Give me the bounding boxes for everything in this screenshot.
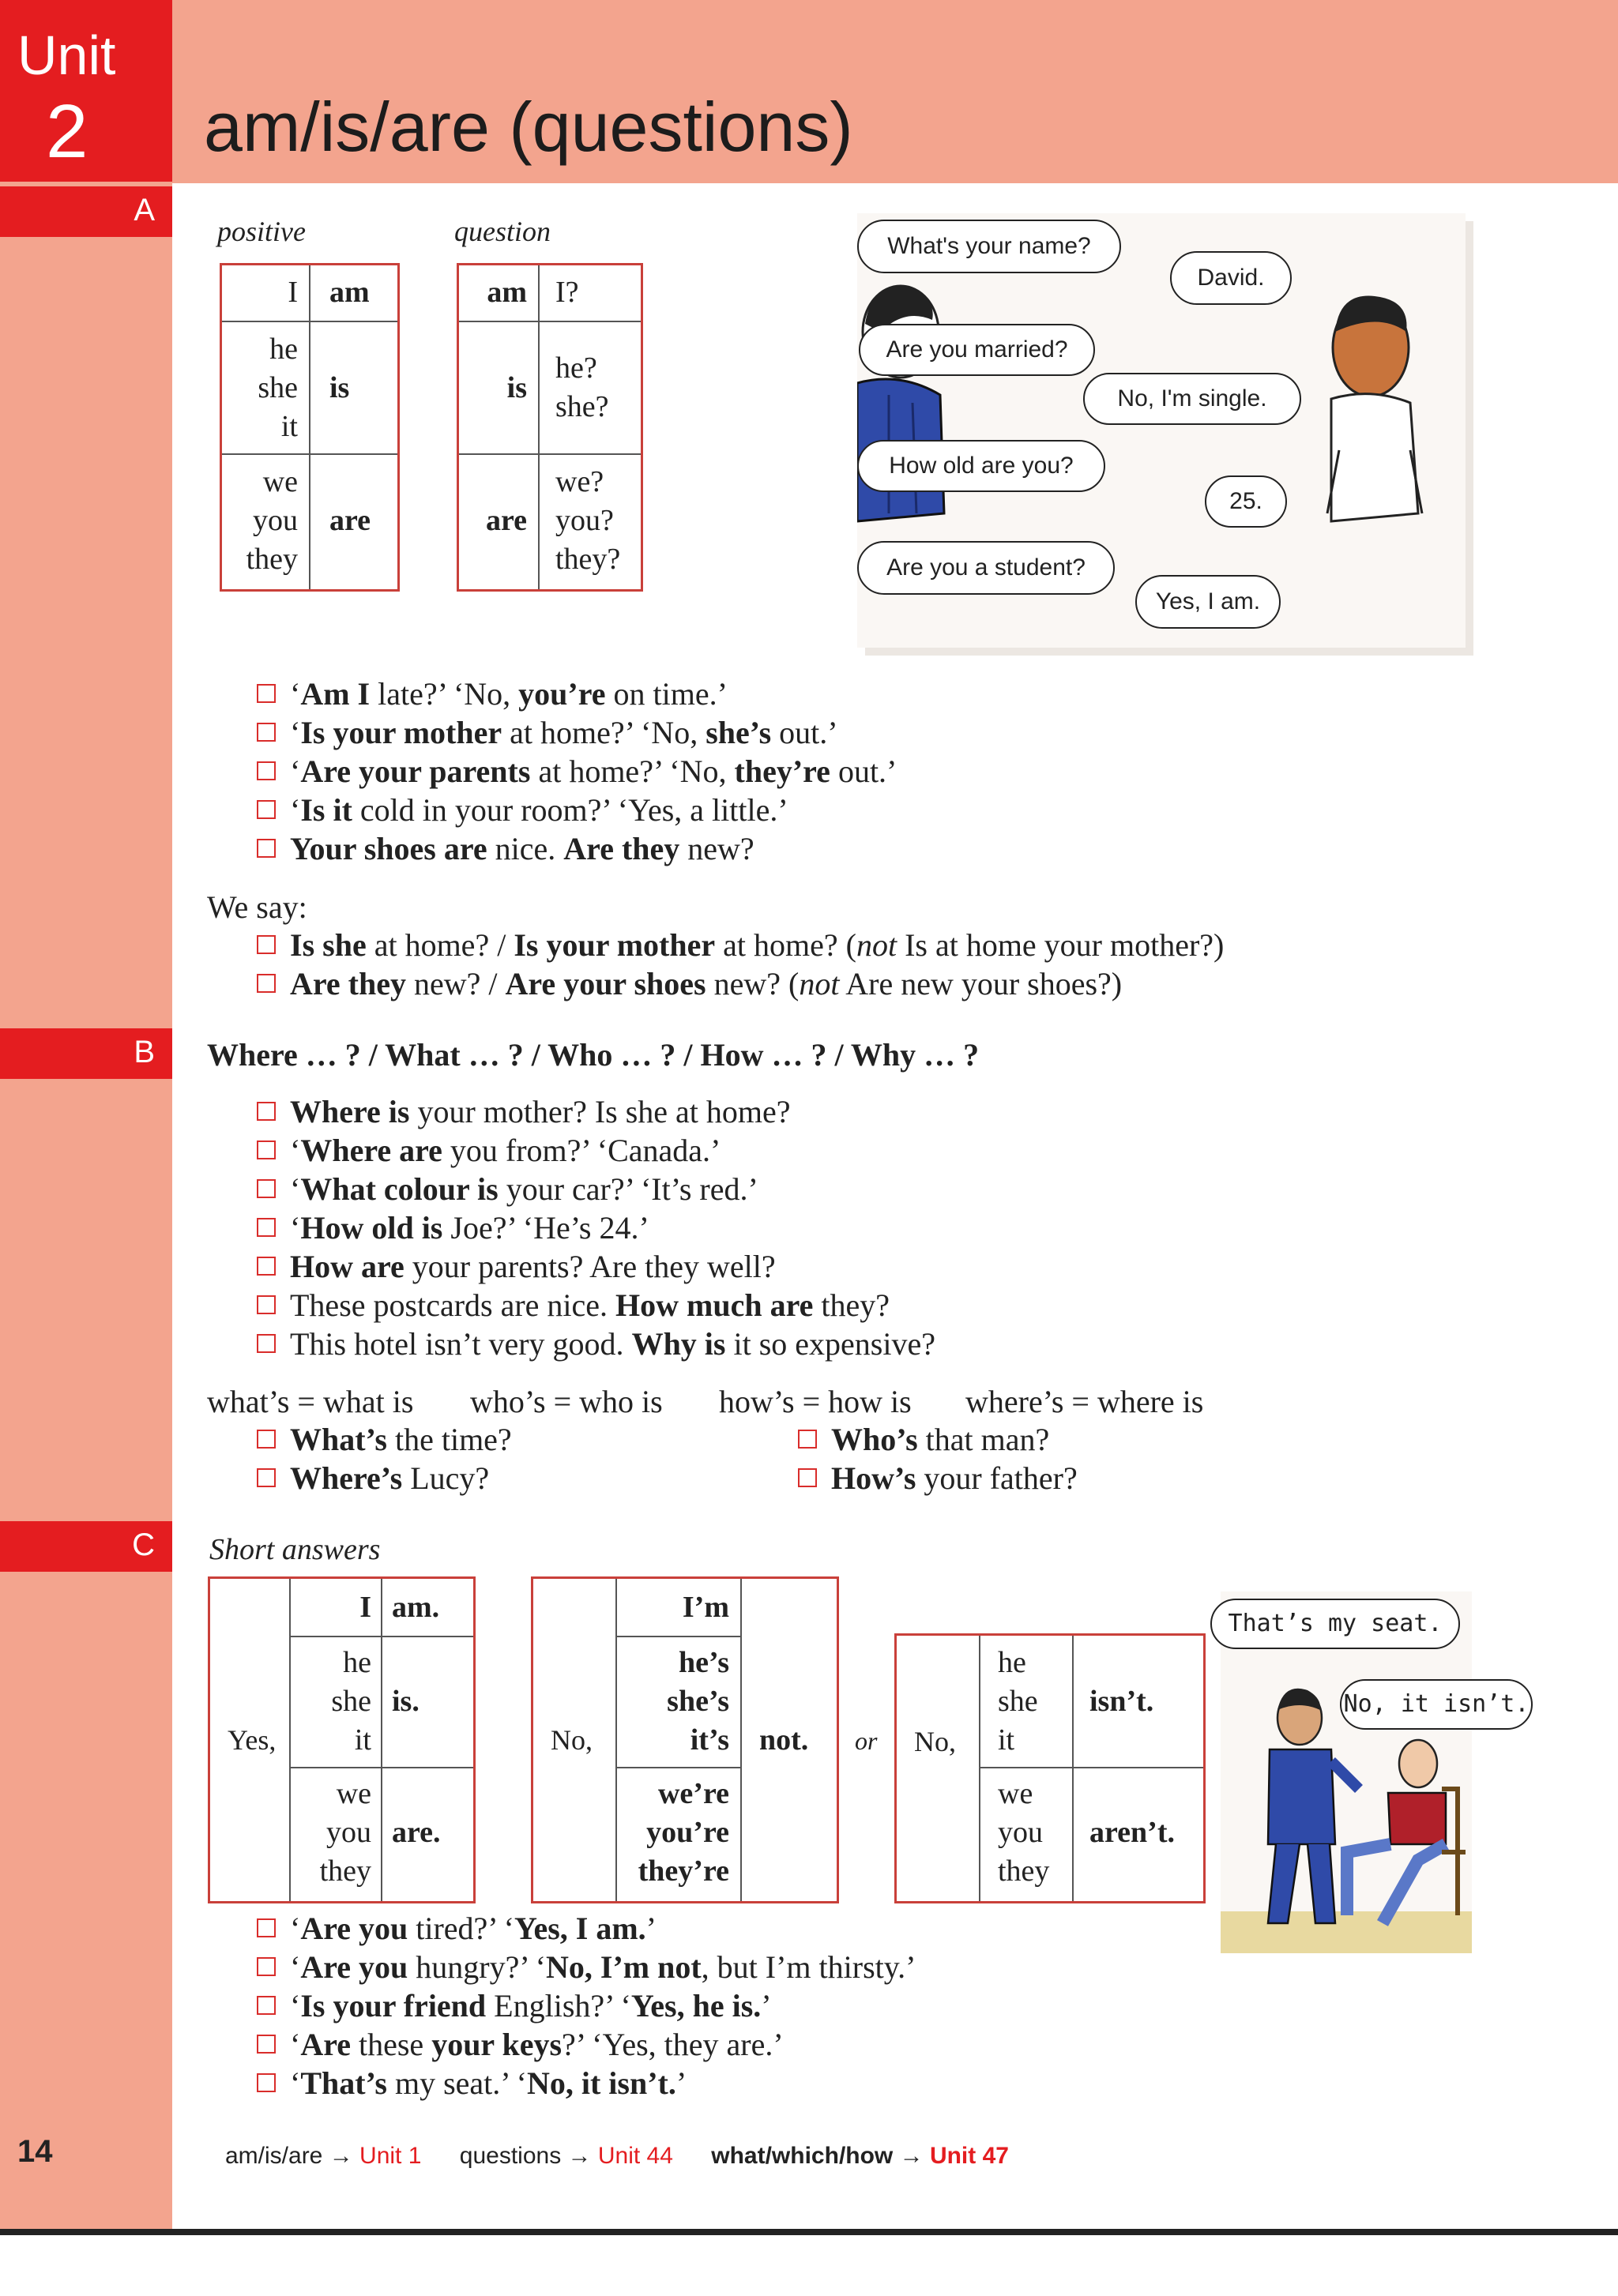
yes-verb-is: is.	[392, 1685, 420, 1718]
bubble-are-you-married: Are you married?	[859, 324, 1095, 376]
positive-label: positive	[217, 216, 306, 247]
checkbox-icon	[257, 1334, 276, 1353]
man-figure	[1327, 296, 1422, 521]
no2-they: they	[998, 1854, 1050, 1888]
contraction-example-whats: What’s the time?	[257, 1421, 512, 1458]
q-subj-they: they?	[555, 543, 621, 576]
no-word-2: No,	[914, 1726, 956, 1757]
example-b-4: ‘How old is Joe?’ ‘He’s 24.’	[257, 1209, 649, 1246]
example-a-2: ‘Is your mother at home?’ ‘No, she’s out.’	[257, 714, 838, 751]
checkbox-icon	[257, 2073, 276, 2092]
yes-subj-i: I	[359, 1591, 371, 1624]
pos-subj-we: we	[262, 465, 298, 498]
bubble-no-it-isnt: No, it isn’t.	[1340, 1679, 1533, 1730]
example-b-3: ‘What colour is your car?’ ‘It’s red.’	[257, 1171, 758, 1208]
example-a-5: Your shoes are nice. Are they new?	[257, 830, 754, 867]
example-a-4: ‘Is it cold in your room?’ ‘Yes, a little.’	[257, 791, 788, 829]
no1-im: I’m	[682, 1591, 729, 1624]
short-answer-yes-table	[208, 1576, 476, 1903]
yes-subj-he: he	[343, 1646, 371, 1679]
bubble-thats-my-seat: That’s my seat.	[1210, 1599, 1460, 1649]
sitting-man-figure	[1347, 1740, 1466, 1923]
no1-shes: she’s	[667, 1685, 729, 1718]
unit-number: 2	[46, 89, 88, 174]
no1-not: not.	[759, 1723, 809, 1757]
page-title: am/is/are (questions)	[204, 88, 853, 166]
no1-were: we’re	[657, 1777, 729, 1810]
no-word-1: No,	[551, 1724, 593, 1756]
example-b-1: Where is your mother? Is she at home?	[257, 1093, 791, 1130]
contraction-example-whos: Who’s that man?	[798, 1421, 1049, 1458]
example-b-5: How are your parents? Are they well?	[257, 1248, 776, 1285]
checkbox-icon	[257, 935, 276, 954]
q-verb-is: is	[506, 371, 527, 404]
checkbox-icon	[257, 1918, 276, 1937]
short-answer-no-table-2	[894, 1633, 1206, 1903]
checkbox-icon	[798, 1430, 817, 1449]
sidebar-band	[0, 0, 172, 2232]
bubble-25: 25.	[1205, 475, 1287, 528]
section-c-heading: Short answers	[209, 1533, 381, 1566]
checkbox-icon	[257, 839, 276, 858]
unit-box	[0, 0, 172, 182]
checkbox-icon	[257, 723, 276, 742]
example-c-1: ‘Are you tired?’ ‘Yes, I am.’	[257, 1910, 657, 1947]
checkbox-icon	[257, 1218, 276, 1237]
yes-verb-am: am.	[392, 1591, 440, 1624]
example-b-2: ‘Where are you from?’ ‘Canada.’	[257, 1132, 721, 1169]
dialogue-illustration	[857, 213, 1466, 648]
bubble-how-old-are-you: How old are you?	[857, 440, 1105, 492]
q-verb-are: are	[485, 504, 527, 537]
ref-am-is-are[interactable]: am/is/are → Unit 1	[225, 2143, 422, 2169]
yes-subj-they: they	[319, 1854, 371, 1888]
section-a-bar	[0, 186, 172, 237]
yes-word: Yes,	[228, 1724, 277, 1756]
yes-verb-are: are.	[392, 1816, 441, 1849]
example-c-4: ‘Are these your keys?’ ‘Yes, they are.’	[257, 2026, 784, 2063]
question-label: question	[454, 216, 551, 247]
page-number: 14	[17, 2134, 53, 2169]
no1-its: it’s	[690, 1723, 729, 1757]
yes-subj-you: you	[326, 1816, 371, 1849]
section-c-bar	[0, 1521, 172, 1572]
example-a-1: ‘Am I late?’ ‘No, you’re on time.’	[257, 675, 728, 712]
checkbox-icon	[257, 1430, 276, 1449]
short-answer-no-table-1	[531, 1576, 839, 1903]
example-b-6: These postcards are nice. How much are they?	[257, 1287, 890, 1324]
section-b-bar	[0, 1028, 172, 1079]
section-a-letter: A	[134, 193, 155, 227]
footer-rule	[0, 2229, 1618, 2235]
section-c-letter: C	[132, 1528, 155, 1562]
example-c-2: ‘Are you hungry?’ ‘No, I’m not, but I’m thirsty.’	[257, 1948, 916, 1986]
contraction-example-wheres: Where’s Lucy?	[257, 1460, 489, 1497]
ref-questions[interactable]: questions → Unit 44	[459, 2143, 673, 2169]
yes-subj-she: she	[331, 1685, 371, 1718]
no2-you: you	[998, 1816, 1043, 1849]
pos-verb-am: am	[329, 276, 370, 309]
q-subj-she: she?	[555, 390, 609, 423]
checkbox-icon	[257, 2035, 276, 2054]
or-word: or	[855, 1727, 878, 1755]
q-subj-i: I?	[555, 276, 579, 309]
question-table	[457, 263, 643, 592]
checkbox-icon	[257, 1257, 276, 1276]
checkbox-icon	[798, 1468, 817, 1487]
bubble-are-you-a-student: Are you a student?	[857, 541, 1115, 595]
checkbox-icon	[257, 1468, 276, 1487]
no1-youre: you’re	[646, 1816, 729, 1849]
no2-it: it	[998, 1723, 1015, 1757]
pos-subj-they: they	[246, 543, 298, 576]
checkbox-icon	[257, 1179, 276, 1198]
example-b-7: This hotel isn’t very good. Why is it so expensive?	[257, 1325, 935, 1362]
q-subj-you: you?	[555, 504, 614, 537]
ref-what-which-how[interactable]: what/which/how → Unit 47	[711, 2143, 1009, 2169]
checkbox-icon	[257, 1957, 276, 1976]
no2-we: we	[998, 1777, 1033, 1810]
pos-subj-it: it	[280, 410, 298, 443]
no1-hes: he’s	[678, 1646, 729, 1679]
contraction-what: what’s = what is	[207, 1384, 414, 1419]
cross-references	[225, 2143, 1009, 2170]
bubble-whats-your-name: What's your name?	[857, 220, 1121, 273]
contraction-where: where’s = where is	[965, 1384, 1204, 1419]
no2-isnt: isn’t.	[1089, 1685, 1154, 1718]
checkbox-icon	[257, 1140, 276, 1159]
checkbox-icon	[257, 761, 276, 780]
no2-arent: aren’t.	[1089, 1816, 1175, 1849]
pos-subj-she: she	[258, 371, 298, 404]
contraction-who: who’s = who is	[470, 1384, 663, 1419]
pos-verb-are: are	[329, 504, 371, 537]
section-b-heading: Where … ? / What … ? / Who … ? / How … ? / Why … ?	[207, 1037, 980, 1073]
example-c-3: ‘Is your friend English?’ ‘Yes, he is.’	[257, 1987, 772, 2024]
checkbox-icon	[257, 1102, 276, 1121]
we-say-label: We say:	[207, 889, 307, 925]
pos-subj-i: I	[288, 276, 298, 309]
bubble-david: David.	[1170, 251, 1292, 305]
checkbox-icon	[257, 974, 276, 993]
pos-subj-you: you	[253, 504, 298, 537]
bubble-no-im-single: No, I'm single.	[1083, 373, 1301, 425]
pos-subj-he: he	[269, 333, 298, 366]
pos-verb-is: is	[329, 371, 350, 404]
we-say-example-1: Is she at home? / Is your mother at home? (not Is at home your mother?)	[257, 926, 1224, 964]
bubble-yes-i-am: Yes, I am.	[1135, 575, 1281, 629]
q-subj-he: he?	[555, 351, 597, 385]
unit-word: Unit	[17, 24, 116, 86]
checkbox-icon	[257, 800, 276, 819]
q-subj-we: we?	[555, 465, 604, 498]
example-c-5: ‘That’s my seat.’ ‘No, it isn’t.’	[257, 2065, 687, 2102]
checkbox-icon	[257, 684, 276, 703]
example-a-3: ‘Are your parents at home?’ ‘No, they’re out.’	[257, 753, 897, 790]
yes-subj-it: it	[354, 1723, 371, 1757]
we-say-example-2: Are they new? / Are your shoes new? (not Are new your shoes?)	[257, 965, 1122, 1002]
no1-theyre: they’re	[638, 1854, 729, 1888]
contraction-how: how’s = how is	[719, 1384, 912, 1419]
section-b-letter: B	[134, 1035, 155, 1069]
no2-she: she	[998, 1685, 1038, 1718]
checkbox-icon	[257, 1295, 276, 1314]
positive-table	[220, 263, 400, 592]
yes-subj-we: we	[336, 1777, 371, 1810]
q-verb-am: am	[487, 276, 527, 309]
no2-he: he	[998, 1646, 1026, 1679]
checkbox-icon	[257, 1996, 276, 2015]
contraction-example-hows: How’s your father?	[798, 1460, 1078, 1497]
